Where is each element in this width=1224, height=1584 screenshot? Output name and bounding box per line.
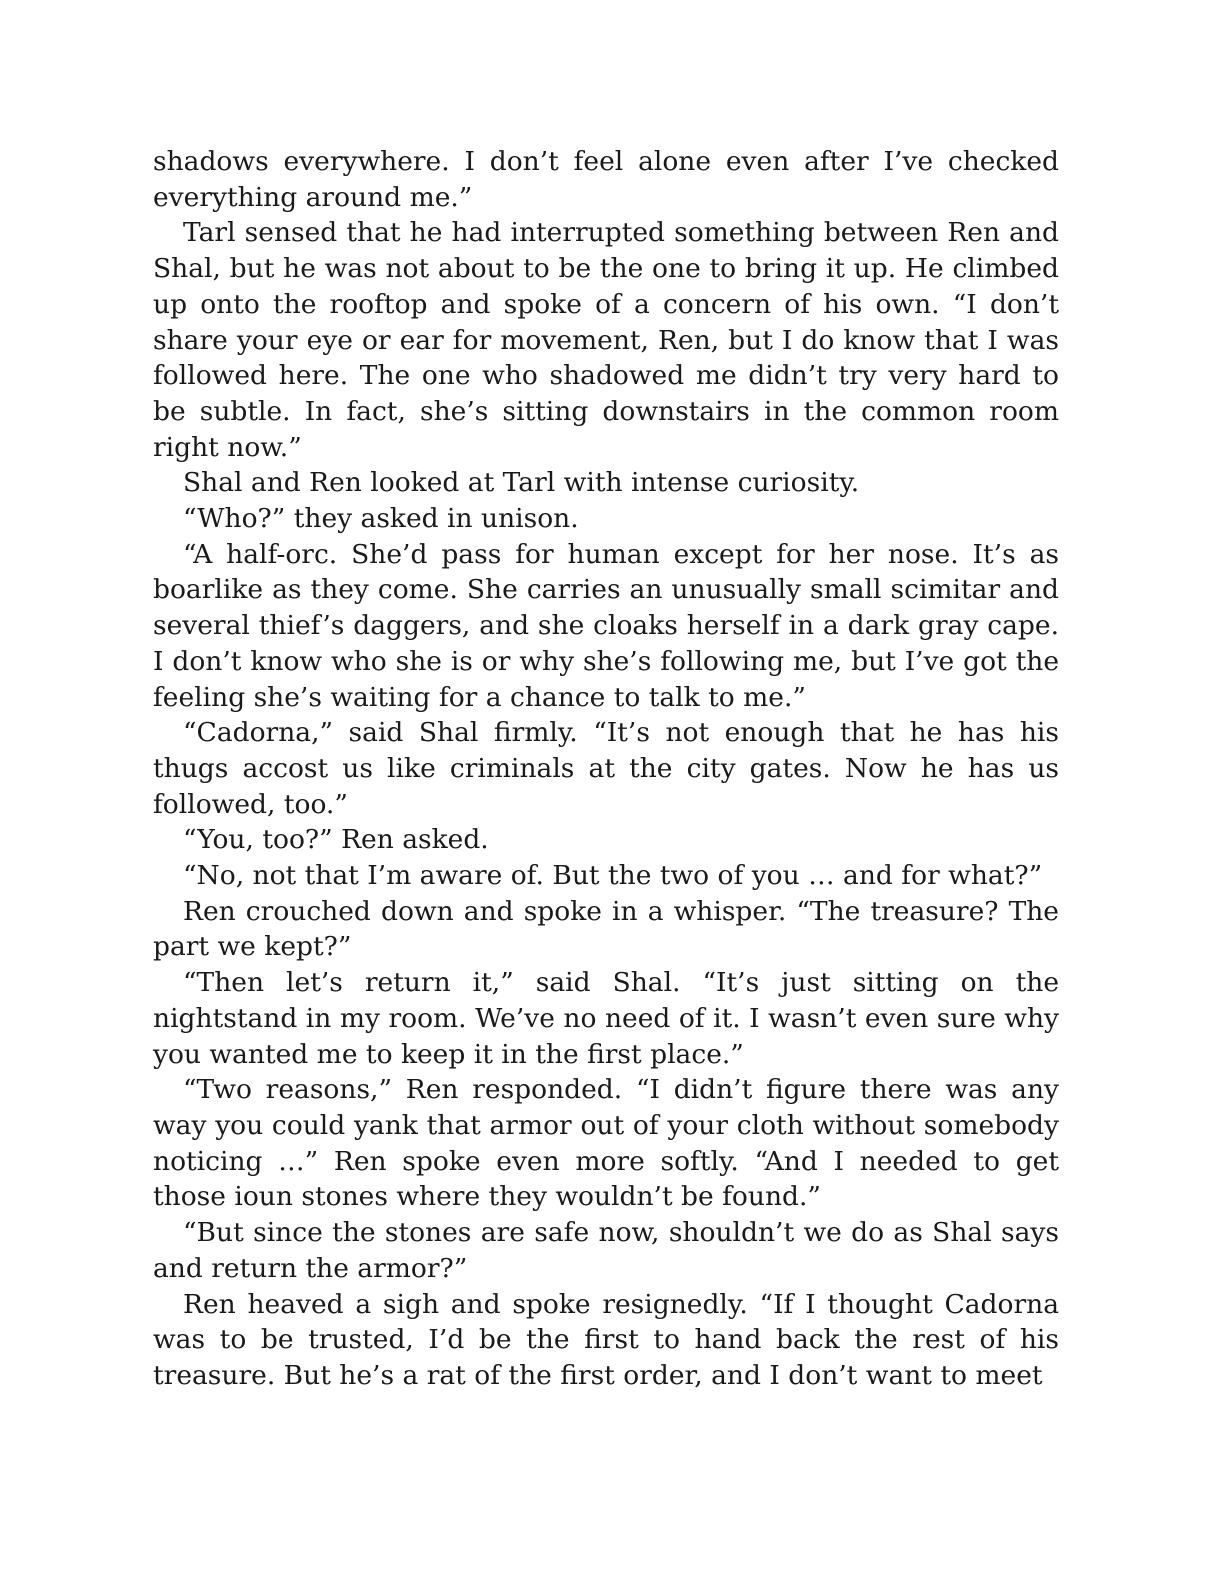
paragraph-12: “But since the stones are safe now, shouldn’t we do as Shal says and return the armor?”	[153, 1217, 1059, 1284]
paragraph-7: “You, too?” Ren asked.	[183, 824, 489, 856]
paragraph-8: “No, not that I’m aware of. But the two of you … and for what?”	[183, 860, 1043, 892]
paragraph-1: shadows everywhere. I don’t feel alone even after I’ve checked everything around me.”	[153, 146, 1059, 213]
paragraph-6: “Cadorna,” said Shal firmly. “It’s not enough that he has his thugs accost us like criminals at the city gates. Now he has us followed, too.”	[153, 717, 1059, 820]
paragraph-9: Ren crouched down and spoke in a whisper. “The treasure? The part we kept?”	[153, 895, 1059, 963]
paragraph-13: Ren heaved a sigh and spoke resignedly. “If I thought Cadorna was to be trusted, I’d be the first to hand back the rest of his treasure. But he’s a rat of the first order, and I don’t want to meet	[153, 1288, 1059, 1391]
paragraph-5: “A half-orc. She’d pass for human except for her nose. It’s as boarlike as they come. She carries an unusually small scimitar and several thief’s daggers, and she cloaks herself in a dark gray cape. I don’t know who she is or why she’s following me, but I’ve got the feeling she’s waiting for a chance to talk to me.”	[153, 538, 1059, 713]
paragraph-10: “Then let’s return it,” said Shal. “It’s just sitting on the nightstand in my room. We’ve no need of it. I wasn’t even sure why you wanted me to keep it in the first place.”	[153, 967, 1059, 1070]
paragraph-4: “Who?” they asked in unison.	[183, 503, 579, 535]
paragraph-11: “Two reasons,” Ren responded. “I didn’t figure there was any way you could yank that armor out of your cloth without somebody noticing …” Ren spoke even more softly. “And I needed to get those ioun stones where they wouldn’t be found.”	[153, 1074, 1059, 1213]
page-body	[153, 144, 1059, 1394]
paragraph-2: Tarl sensed that he had interrupted something between Ren and Shal, but he was not about to be the one to bring it up. He climbed up onto the rooftop and spoke of a concern of his own. “I don’t share your eye or ear for movement, Ren, but I do know that I was followed here. The one who shadowed me didn’t try very hard to be subtle. In fact, she’s sitting downstairs in the common room right now.”	[153, 217, 1059, 463]
paragraph-3: Shal and Ren looked at Tarl with intense curiosity.	[183, 467, 860, 499]
